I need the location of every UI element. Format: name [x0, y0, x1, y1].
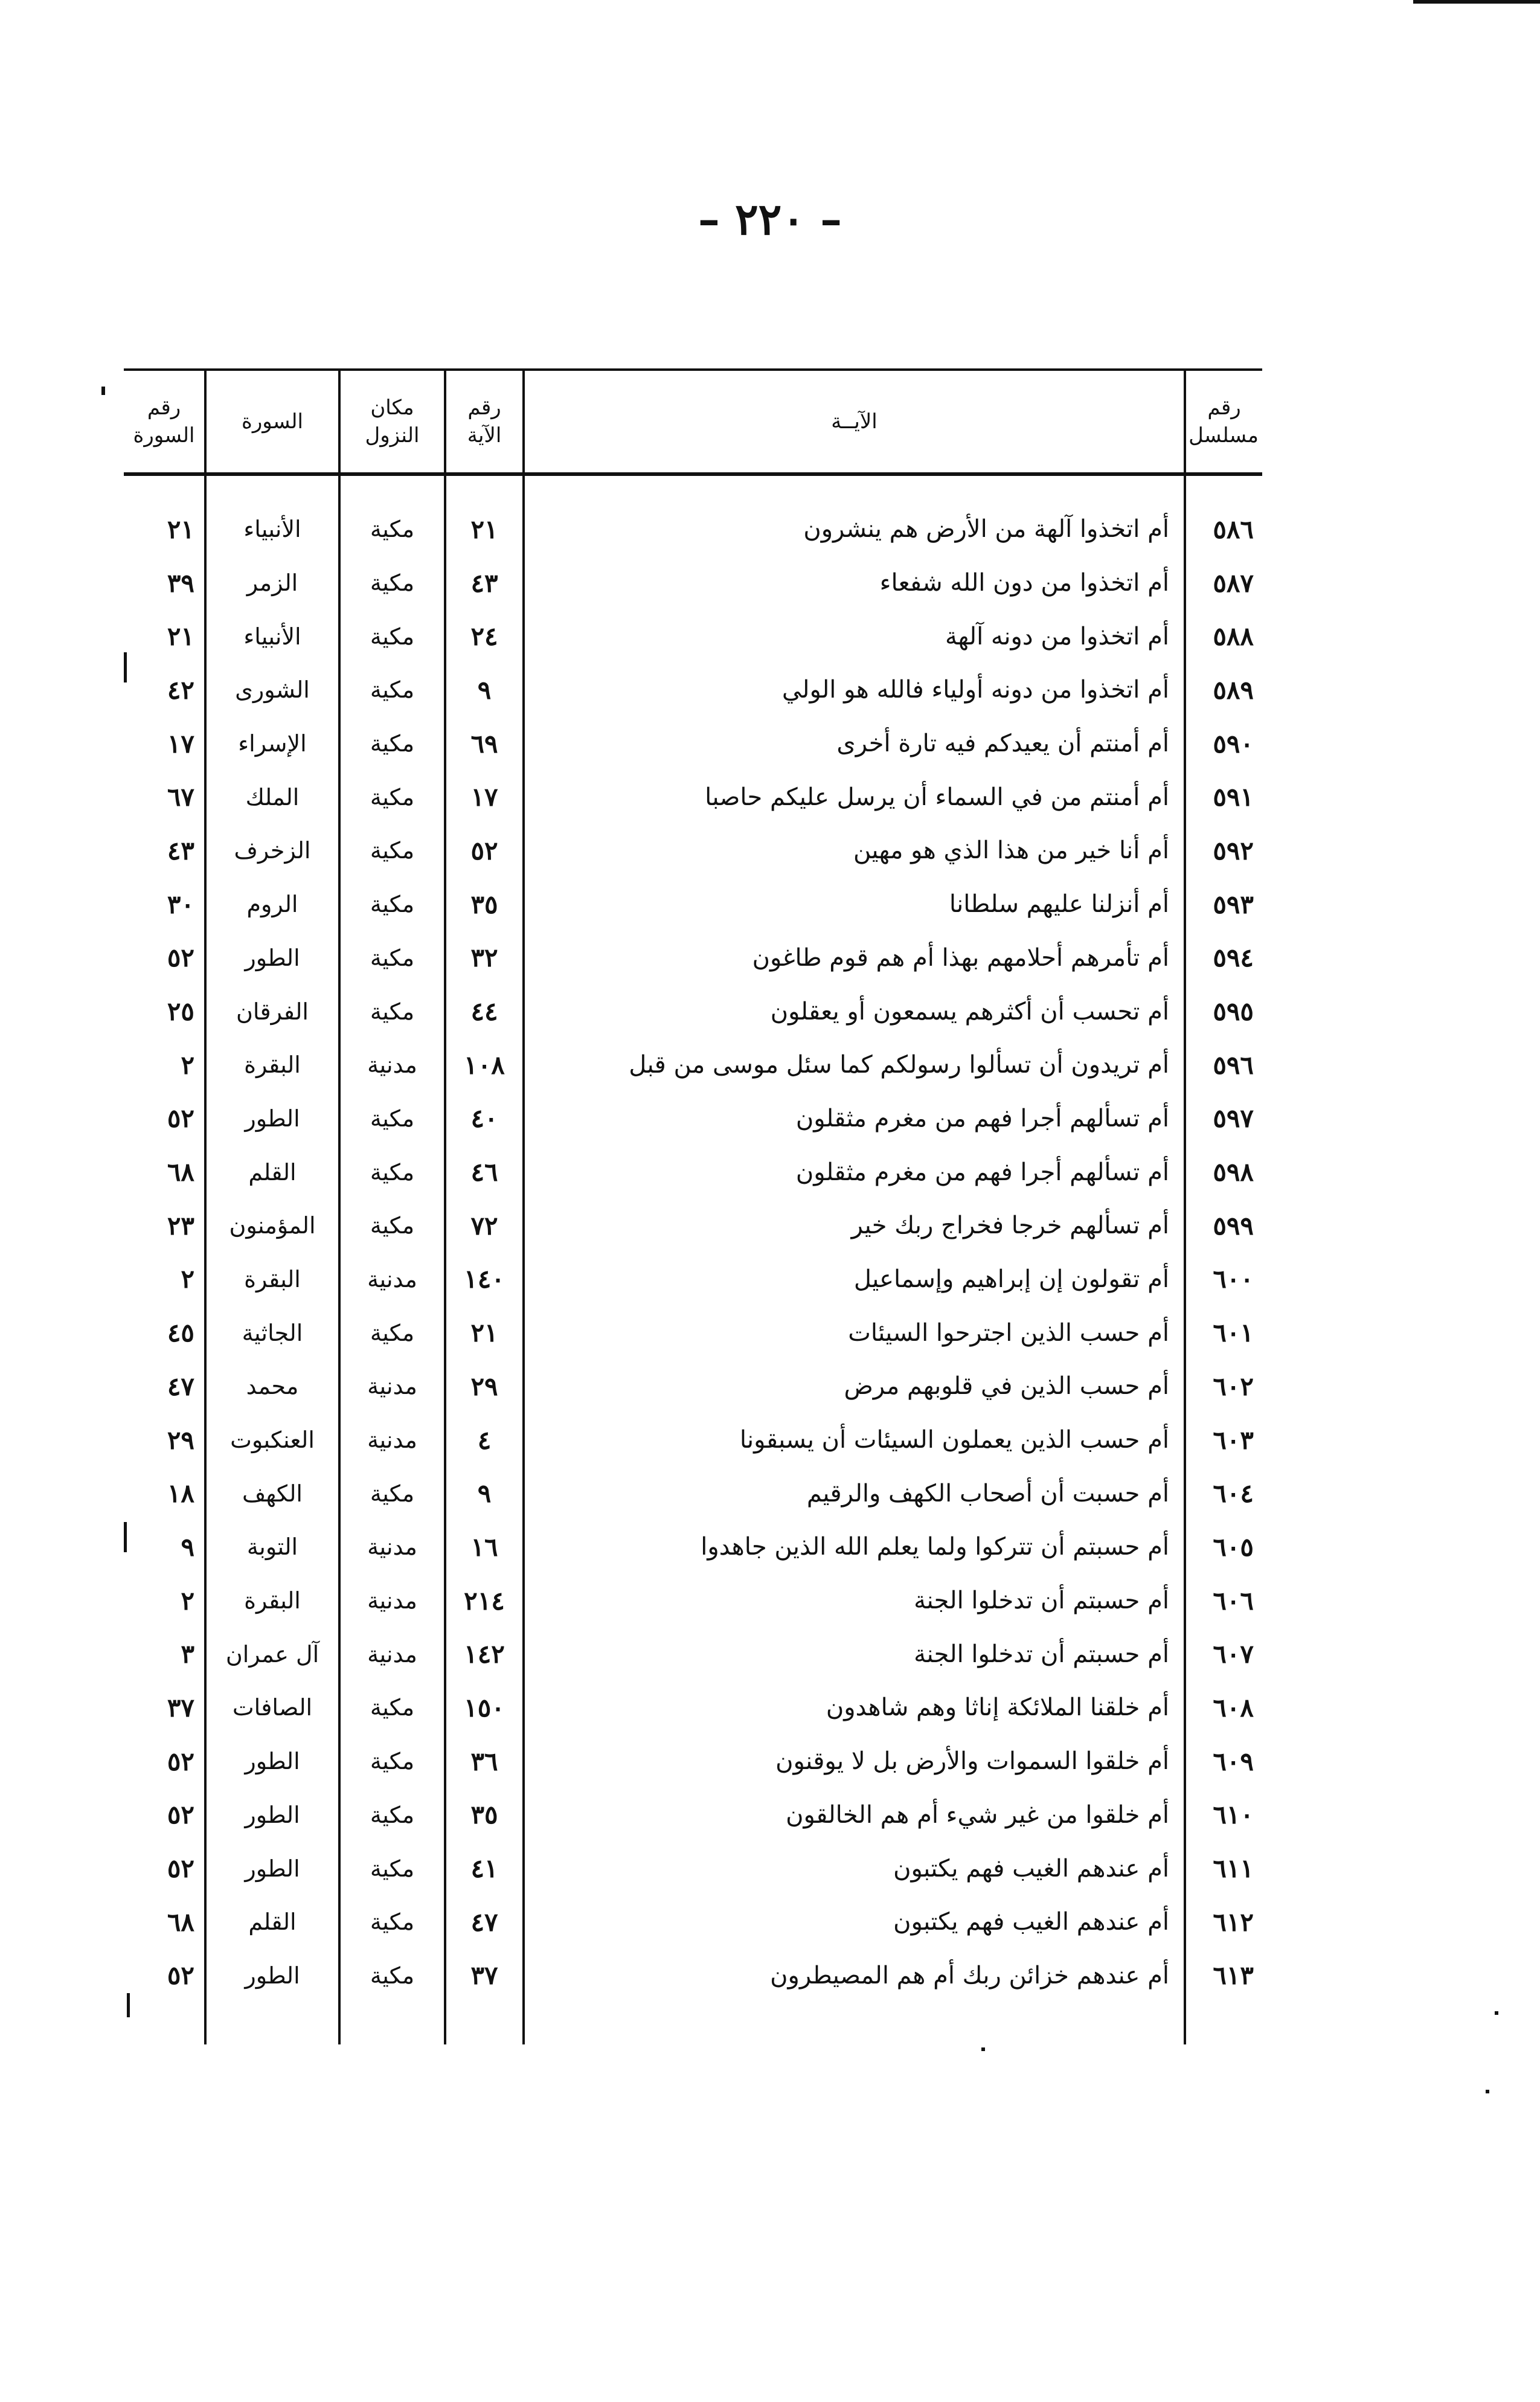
surah-name-cell: الطور [205, 1842, 339, 1895]
surah-number-cell: ٦٨ [167, 1157, 194, 1187]
surah-number-cell: ٣ [181, 1639, 194, 1669]
ayah-text-cell: أم أنا خير من هذا الذي هو مهين [524, 824, 1185, 878]
serial-number-cell: ٥٨٨ [1185, 609, 1262, 663]
serial-number-cell: ٥٨٧ [1185, 556, 1262, 610]
surah-name-cell: الإسراء [205, 717, 339, 771]
surah-name-cell: الجاثية [205, 1306, 339, 1360]
ayah-number-cell: ٥٢ [445, 824, 524, 878]
revelation-place-cell: مدنية [339, 1520, 445, 1574]
revelation-place-cell: مدنية [339, 1413, 445, 1467]
surah-name-cell: الزمر [205, 556, 339, 610]
revelation-place-cell: مدنية [339, 1253, 445, 1306]
revelation-place-cell: مكية [339, 717, 445, 771]
ayah-text-cell: أم اتخذوا من دونه أولياء فالله هو الولي [524, 663, 1185, 717]
revelation-place-cell: مكية [339, 1895, 445, 1949]
ayah-number-cell: ٦٩ [445, 717, 524, 771]
serial-number-cell: ٥٩٠ [1185, 717, 1262, 771]
serial-number-cell: ٦٠١ [1185, 1306, 1262, 1360]
ayah-text-cell: أم خلقوا السموات والأرض بل لا يوقنون [524, 1735, 1185, 1788]
serial-number-cell: ٥٩٩ [1185, 1199, 1262, 1253]
surah-name-cell: الطور [205, 1949, 339, 2003]
serial-number-cell: ٦٠٦ [1185, 1574, 1262, 1628]
surah-name-cell: محمد [205, 1360, 339, 1413]
surah-number-cell: ٦٧ [167, 782, 194, 812]
ayah-text-cell: أم اتخذوا من دون الله شفعاء [524, 556, 1185, 610]
revelation-place-cell: مكية [339, 1949, 445, 2003]
ayah-text-cell: أم خلقنا الملائكة إناثا وهم شاهدون [524, 1681, 1185, 1735]
surah-name-cell: الأنبياء [205, 503, 339, 556]
surah-name-cell: الملك [205, 770, 339, 824]
header-surah: السورة [205, 370, 339, 474]
serial-number-cell: ٦٠٣ [1185, 1413, 1262, 1467]
ayah-text-cell: أم تسألهم أجرا فهم من مغرم مثقلون [524, 1092, 1185, 1146]
revelation-place-cell: مكية [339, 1735, 445, 1788]
table-row [124, 1627, 1262, 1681]
surah-name-cell: الطور [205, 1788, 339, 1842]
margin-mark [101, 387, 105, 395]
table-row [124, 609, 1262, 663]
ayah-number-cell: ٢١ [445, 1306, 524, 1360]
ayah-text-cell: أم عندهم خزائن ربك أم هم المصيطرون [524, 1949, 1185, 2003]
revelation-place-cell: مكية [339, 1145, 445, 1199]
header-ayah: الآيــة [524, 370, 1185, 474]
table-row [124, 1038, 1262, 1092]
table-row [124, 663, 1262, 717]
verse-index-table [124, 368, 1262, 2044]
surah-name-cell: البقرة [205, 1574, 339, 1628]
surah-name-cell: الفرقان [205, 984, 339, 1038]
table-row [124, 1895, 1262, 1949]
revelation-place-cell: مكية [339, 609, 445, 663]
ayah-text-cell: أم حسب الذين اجترحوا السيئات [524, 1306, 1185, 1360]
ayah-number-cell: ٣٦ [445, 1735, 524, 1788]
serial-number-cell: ٥٩٦ [1185, 1038, 1262, 1092]
surah-number-cell: ٢١ [167, 621, 194, 652]
margin-mark [981, 2047, 985, 2051]
surah-number-cell: ٥٢ [167, 1746, 194, 1776]
ayah-number-cell: ٣٧ [445, 1949, 524, 2003]
ayah-number-cell: ٢١ [445, 503, 524, 556]
revelation-place-cell: مكية [339, 1306, 445, 1360]
page-number: – ٢٢٠ – [698, 193, 842, 245]
ayah-text-cell: أم تأمرهم أحلامهم بهذا أم هم قوم طاغون [524, 931, 1185, 985]
revelation-place-cell: مكية [339, 503, 445, 556]
surah-number-cell: ٤٢ [167, 675, 194, 705]
surah-name-cell: الكهف [205, 1466, 339, 1520]
serial-number-cell: ٥٩٨ [1185, 1145, 1262, 1199]
surah-name-cell: الزخرف [205, 824, 339, 878]
revelation-place-cell: مكية [339, 931, 445, 985]
ayah-number-cell: ٣٥ [445, 1788, 524, 1842]
header-gap-row [124, 474, 1262, 503]
surah-number-cell: ٥٢ [167, 1103, 194, 1134]
table-tail-row [124, 2002, 1262, 2044]
serial-number-cell: ٦٠٤ [1185, 1466, 1262, 1520]
revelation-place-cell: مدنية [339, 1360, 445, 1413]
ayah-number-cell: ٢١٤ [445, 1574, 524, 1628]
ayah-text-cell: أم خلقوا من غير شيء أم هم الخالقون [524, 1788, 1185, 1842]
serial-number-cell: ٥٩٧ [1185, 1092, 1262, 1146]
ayah-number-cell: ٤٧ [445, 1895, 524, 1949]
serial-number-cell: ٦٠٢ [1185, 1360, 1262, 1413]
ayah-text-cell: أم عندهم الغيب فهم يكتبون [524, 1895, 1185, 1949]
ayah-text-cell: أم اتخذوا آلهة من الأرض هم ينشرون [524, 503, 1185, 556]
ayah-text-cell: أم تسألهم أجرا فهم من مغرم مثقلون [524, 1145, 1185, 1199]
serial-number-cell: ٥٩٤ [1185, 931, 1262, 985]
table-row [124, 931, 1262, 985]
revelation-place-cell: مكية [339, 1788, 445, 1842]
surah-number-cell: ٣٠ [167, 889, 194, 919]
surah-number-cell: ٢ [181, 1050, 194, 1080]
table-row [124, 1360, 1262, 1413]
ayah-number-cell: ٣٥ [445, 878, 524, 931]
table-row [124, 1842, 1262, 1895]
revelation-place-cell: مكية [339, 824, 445, 878]
surah-number-cell: ٢ [181, 1585, 194, 1616]
revelation-place-cell: مدنية [339, 1038, 445, 1092]
table-row [124, 824, 1262, 878]
serial-number-cell: ٥٨٩ [1185, 663, 1262, 717]
table-row [124, 503, 1262, 556]
ayah-number-cell: ١٠٨ [445, 1038, 524, 1092]
ayah-text-cell: أم تسألهم خرجا فخراج ربك خير [524, 1199, 1185, 1253]
surah-number-cell: ٤٣ [167, 835, 194, 865]
table-row [124, 1145, 1262, 1199]
surah-name-cell: التوبة [205, 1520, 339, 1574]
serial-number-cell: ٦١١ [1185, 1842, 1262, 1895]
header-surah-number: رقم السورة [124, 370, 205, 474]
surah-name-cell: آل عمران [205, 1627, 339, 1681]
table-row [124, 984, 1262, 1038]
ayah-number-cell: ٤٦ [445, 1145, 524, 1199]
ayah-text-cell: أم حسبت أن أصحاب الكهف والرقيم [524, 1466, 1185, 1520]
ayah-number-cell: ١٤٠ [445, 1253, 524, 1306]
surah-number-cell: ٩ [181, 1532, 194, 1562]
ayah-number-cell: ١٤٢ [445, 1627, 524, 1681]
ayah-number-cell: ٣٢ [445, 931, 524, 985]
ayah-number-cell: ٤١ [445, 1842, 524, 1895]
surah-name-cell: البقرة [205, 1253, 339, 1306]
table-row [124, 1466, 1262, 1520]
surah-name-cell: الشورى [205, 663, 339, 717]
surah-name-cell: الصافات [205, 1681, 339, 1735]
index-table-container [124, 368, 1262, 2044]
ayah-text-cell: أم تقولون إن إبراهيم وإسماعيل [524, 1253, 1185, 1306]
revelation-place-cell: مكية [339, 663, 445, 717]
table-row [124, 1253, 1262, 1306]
serial-number-cell: ٦١٣ [1185, 1949, 1262, 2003]
table-row [124, 1574, 1262, 1628]
serial-number-cell: ٥٩٢ [1185, 824, 1262, 878]
surah-number-cell: ٢ [181, 1264, 194, 1294]
ayah-number-cell: ٤ [445, 1413, 524, 1467]
ayah-number-cell: ٢٩ [445, 1360, 524, 1413]
table-row [124, 556, 1262, 610]
header-serial: رقم مسلسل [1185, 370, 1262, 474]
revelation-place-cell: مكية [339, 984, 445, 1038]
table-row [124, 1199, 1262, 1253]
revelation-place-cell: مكية [339, 556, 445, 610]
revelation-place-cell: مكية [339, 1681, 445, 1735]
surah-name-cell: المؤمنون [205, 1199, 339, 1253]
ayah-text-cell: أم اتخذوا من دونه آلهة [524, 609, 1185, 663]
ayah-number-cell: ٢٤ [445, 609, 524, 663]
ayah-text-cell: أم حسب الذين يعملون السيئات أن يسبقونا [524, 1413, 1185, 1467]
revelation-place-cell: مكية [339, 878, 445, 931]
surah-name-cell: الأنبياء [205, 609, 339, 663]
surah-name-cell: القلم [205, 1145, 339, 1199]
surah-number-cell: ٢٣ [167, 1210, 194, 1241]
serial-number-cell: ٦٠٨ [1185, 1681, 1262, 1735]
ayah-text-cell: أم أنزلنا عليهم سلطانا [524, 878, 1185, 931]
surah-number-cell: ٥٢ [167, 1800, 194, 1830]
table-row [124, 1735, 1262, 1788]
serial-number-cell: ٦٠٩ [1185, 1735, 1262, 1788]
surah-number-cell: ٢١ [167, 514, 194, 544]
surah-number-cell: ٣٩ [167, 568, 194, 598]
ayah-number-cell: ٩ [445, 1466, 524, 1520]
serial-number-cell: ٥٩٥ [1185, 984, 1262, 1038]
ayah-number-cell: ٧٢ [445, 1199, 524, 1253]
ayah-text-cell: أم أمنتم أن يعيدكم فيه تارة أخرى [524, 717, 1185, 771]
ayah-text-cell: أم حسبتم أن تدخلوا الجنة [524, 1627, 1185, 1681]
revelation-place-cell: مدنية [339, 1574, 445, 1628]
serial-number-cell: ٦١٠ [1185, 1788, 1262, 1842]
table-row [124, 1681, 1262, 1735]
ayah-number-cell: ١٦ [445, 1520, 524, 1574]
revelation-place-cell: مدنية [339, 1627, 445, 1681]
surah-number-cell: ٢٥ [167, 997, 194, 1027]
table-row [124, 1092, 1262, 1146]
table-row [124, 1520, 1262, 1574]
ayah-number-cell: ٤٣ [445, 556, 524, 610]
serial-number-cell: ٦٠٠ [1185, 1253, 1262, 1306]
surah-name-cell: الطور [205, 931, 339, 985]
ayah-text-cell: أم تريدون أن تسألوا رسولكم كما سئل موسى من قبل [524, 1038, 1185, 1092]
table-row [124, 717, 1262, 771]
surah-number-cell: ٤٥ [167, 1318, 194, 1348]
revelation-place-cell: مكية [339, 1466, 445, 1520]
table-header-row [124, 370, 1262, 474]
revelation-place-cell: مكية [339, 1092, 445, 1146]
serial-number-cell: ٦٠٥ [1185, 1520, 1262, 1574]
margin-mark [1486, 2090, 1489, 2093]
table-row [124, 1413, 1262, 1467]
serial-number-cell: ٦١٢ [1185, 1895, 1262, 1949]
ayah-number-cell: ١٧ [445, 770, 524, 824]
surah-name-cell: الطور [205, 1735, 339, 1788]
surah-number-cell: ١٧ [167, 728, 194, 759]
ayah-number-cell: ٤٤ [445, 984, 524, 1038]
surah-number-cell: ٦٨ [167, 1907, 194, 1937]
surah-number-cell: ٥٢ [167, 1960, 194, 1991]
ayah-number-cell: ١٥٠ [445, 1681, 524, 1735]
table-row [124, 1306, 1262, 1360]
ayah-text-cell: أم أمنتم من في السماء أن يرسل عليكم حاصبا [524, 770, 1185, 824]
table-row [124, 1949, 1262, 2003]
ayah-number-cell: ٤٠ [445, 1092, 524, 1146]
surah-name-cell: القلم [205, 1895, 339, 1949]
margin-mark [1495, 2011, 1498, 2015]
surah-number-cell: ٢٩ [167, 1425, 194, 1455]
surah-name-cell: العنكبوت [205, 1413, 339, 1467]
surah-number-cell: ١٨ [167, 1479, 194, 1509]
serial-number-cell: ٥٨٦ [1185, 503, 1262, 556]
header-ayah-number: رقم الآية [445, 370, 524, 474]
table-row [124, 770, 1262, 824]
table-row [124, 878, 1262, 931]
ayah-number-cell: ٩ [445, 663, 524, 717]
serial-number-cell: ٥٩١ [1185, 770, 1262, 824]
serial-number-cell: ٦٠٧ [1185, 1627, 1262, 1681]
surah-name-cell: الروم [205, 878, 339, 931]
revelation-place-cell: مكية [339, 770, 445, 824]
ayah-text-cell: أم حسب الذين في قلوبهم مرض [524, 1360, 1185, 1413]
revelation-place-cell: مكية [339, 1842, 445, 1895]
top-edge-rule [1413, 0, 1540, 4]
surah-number-cell: ٣٧ [167, 1692, 194, 1723]
surah-number-cell: ٤٧ [167, 1371, 194, 1401]
header-revelation-place: مكان النزول [339, 370, 445, 474]
ayah-text-cell: أم حسبتم أن تدخلوا الجنة [524, 1574, 1185, 1628]
serial-number-cell: ٥٩٣ [1185, 878, 1262, 931]
table-row [124, 1788, 1262, 1842]
revelation-place-cell: مكية [339, 1199, 445, 1253]
surah-number-cell: ٥٢ [167, 1854, 194, 1884]
surah-name-cell: البقرة [205, 1038, 339, 1092]
surah-number-cell: ٥٢ [167, 943, 194, 973]
surah-name-cell: الطور [205, 1092, 339, 1146]
ayah-text-cell: أم حسبتم أن تتركوا ولما يعلم الله الذين جاهدوا [524, 1520, 1185, 1574]
ayah-text-cell: أم تحسب أن أكثرهم يسمعون أو يعقلون [524, 984, 1185, 1038]
ayah-text-cell: أم عندهم الغيب فهم يكتبون [524, 1842, 1185, 1895]
